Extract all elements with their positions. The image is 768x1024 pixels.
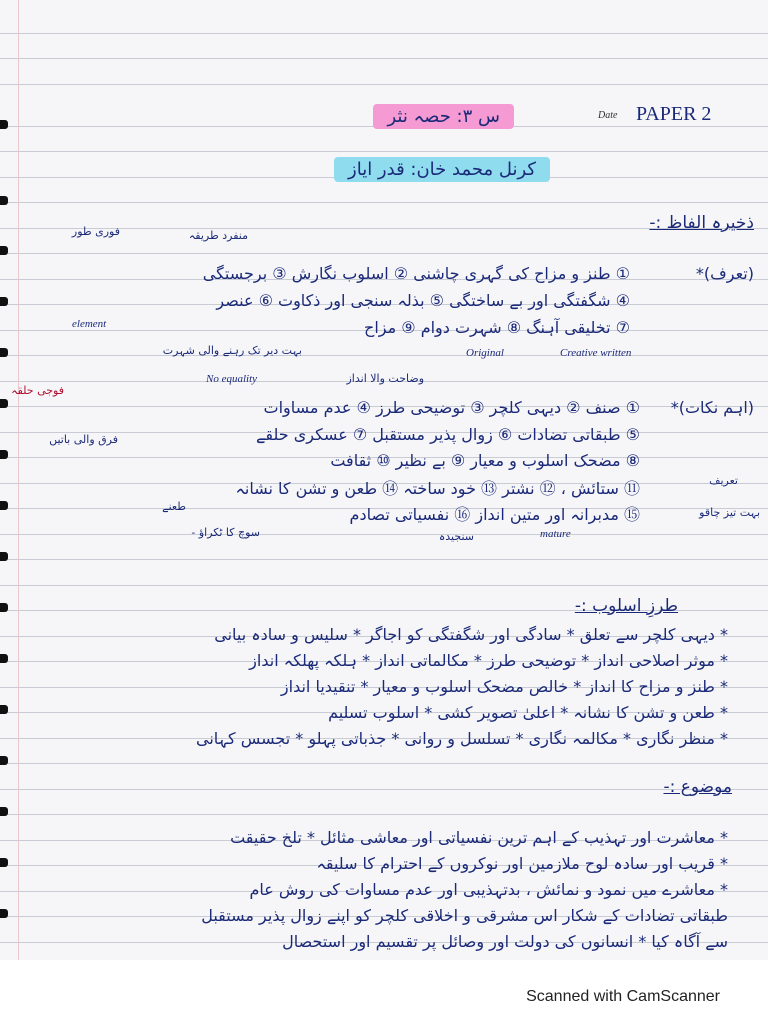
binding-hole: [0, 552, 8, 561]
note-munfarid: منفرد طریقہ: [188, 229, 248, 242]
note-sanjeeda: سنجیدہ: [438, 530, 474, 543]
vocab-line-3: ⑦ تخلیقی آہنگ ⑧ شہرت دوام ⑨ مزاح: [364, 318, 630, 337]
topic-line-4: طبقاتی تضادات کے شکار اس مشرقی و اخلاقی کلچر کو اپنے زوال پذیر مستقبل: [201, 906, 728, 925]
points-label: (اہم نکات)*: [670, 398, 754, 417]
vocab-line-2: ④ شگفتگی اور بے ساختگی ⑤ بذلہ سنجی اور ذکاوت ⑥ عنصر: [216, 291, 630, 310]
note-tez: بہت تیز چاقو: [699, 506, 760, 519]
note-shohrat: بہت دیر تک رہنے والی شہرت: [162, 344, 302, 357]
binding-hole: [0, 858, 8, 867]
binding-hole: [0, 246, 8, 255]
binding-hole: [0, 450, 8, 459]
note-fauji: فوجی حلقہ: [11, 384, 64, 397]
binding-hole: [0, 399, 8, 408]
points-line-4: ⑪ ستائش ، ⑫ نشتر ⑬ خود ساختہ ⑭ طعن و تشن کا نشانہ: [235, 479, 640, 498]
ruled-line: [0, 202, 768, 203]
note-mature: mature: [540, 528, 571, 540]
points-line-5: ⑮ مدبرانہ اور متین انداز ⑯ نفسیاتی تصادم: [349, 505, 640, 524]
style-line-2: * موثر اصلاحی انداز * توضیحی طرز * مکالماتی انداز * ہلکہ پھلکہ انداز: [249, 651, 728, 670]
margin-line: [18, 0, 19, 960]
topic-line-3: * معاشرے میں نمود و نمائش ، بدتہذیبی اور عدم مساوات کی روش عام: [249, 880, 728, 899]
binding-hole: [0, 654, 8, 663]
points-line-3: ⑧ مضحک اسلوب و معیار ⑨ بے نظیر ⑩ ثقافت: [330, 451, 640, 470]
lesson-title: کرنل محمد خان: قدر ایاز: [334, 157, 550, 182]
vocab-line-1: ① طنز و مزاح کی گہری چاشنی ② اسلوب نگارش ③ برجستگی: [202, 264, 630, 283]
binding-hole: [0, 348, 8, 357]
note-original: Original: [466, 347, 504, 359]
ruled-line: [0, 355, 768, 356]
ruled-line: [0, 534, 768, 535]
scanner-watermark: Scanned with CamScanner: [526, 988, 720, 1005]
style-line-4: * طعن و تشن کا نشانہ * اعلیٰ تصویر کشی * اسلوب تسلیم: [328, 703, 728, 722]
ruled-line: [0, 559, 768, 560]
note-no-equality: No equality: [206, 373, 258, 385]
note-farq: فرق والی باتیں: [49, 433, 118, 446]
note-fori: فوری طور: [71, 225, 120, 238]
points-line-1: ① صنف ② دیہی کلچر ③ توضیحی طرز ④ عدم مساوات: [263, 398, 640, 417]
ruled-line: [0, 84, 768, 85]
note-tareef: تعریف: [709, 474, 738, 487]
topic-line-1: * معاشرت اور تہذیب کے اہم ترین نفسیاتی اور معاشی مثائل * تلخ حقیقت: [230, 828, 728, 847]
question-heading: س ۳: حصہ نثر: [373, 104, 514, 129]
binding-hole: [0, 807, 8, 816]
style-line-5: * منظر نگاری * مکالمہ نگاری * تسلسل و روانی * جذباتی پہلو * تجسس کہانی: [196, 729, 728, 748]
binding-hole: [0, 705, 8, 714]
ruled-line: [0, 585, 768, 586]
binding-hole: [0, 196, 8, 205]
note-taana: طعنے: [162, 500, 186, 513]
ruled-line: [0, 814, 768, 815]
points-line-2: ⑤ طبقاتی تضادات ⑥ زوال پذیر مستقبل ⑦ عسکری حلقے: [256, 425, 640, 444]
style-heading: طرزِ اسلوب :-: [574, 596, 678, 616]
note-soch: سوچ کا ٹکراؤ -: [191, 526, 260, 539]
binding-hole: [0, 909, 8, 918]
binding-hole: [0, 603, 8, 612]
date-label: Date: [598, 110, 618, 121]
ruled-line: [0, 763, 768, 764]
ruled-line: [0, 253, 768, 254]
binding-hole: [0, 297, 8, 306]
topic-line-2: * قریب اور سادہ لوح ملازمین اور نوکروں کے احترام کا سلیقہ: [316, 854, 728, 873]
topic-line-5: سے آگاہ کیا * انسانوں کی دولت اور وصائل پر تقسیم اور استحصال: [282, 932, 728, 951]
vocab-label: (تعرف)*: [695, 264, 754, 283]
ruled-line: [0, 789, 768, 790]
ruled-line: [0, 33, 768, 34]
paper-label: PAPER 2: [636, 103, 712, 125]
ruled-line: [0, 58, 768, 59]
binding-hole: [0, 756, 8, 765]
note-creative: Creative written: [560, 347, 632, 359]
style-line-3: * طنز و مزاح کا انداز * خالص مضحک اسلوب و معیار * تنقیدیا انداز: [280, 677, 728, 696]
binding-hole: [0, 501, 8, 510]
ruled-line: [0, 151, 768, 152]
note-element: element: [72, 318, 107, 330]
note-wazahat: وضاحت والا انداز: [346, 372, 424, 385]
vocab-heading: ذخیرہ الفاظ :-: [649, 213, 754, 233]
topic-heading: موضوع :-: [663, 777, 732, 797]
style-line-1: * دیہی کلچر سے تعلق * سادگی اور شگفتگی کو اجاگر * سلیس و سادہ بیانی: [214, 625, 728, 644]
binding-hole: [0, 120, 8, 129]
